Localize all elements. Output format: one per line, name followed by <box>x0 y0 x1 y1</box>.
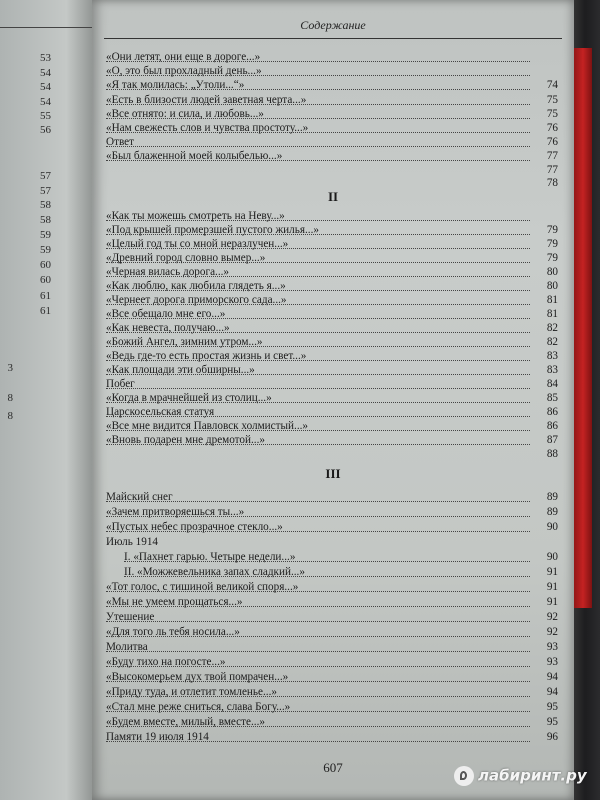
watermark <box>454 766 594 790</box>
toc-page-number: 77 <box>546 164 558 176</box>
facing-page-number: 60 <box>40 274 51 286</box>
toc-entry: «Нам свежесть слов и чувства простоту...» 76 <box>106 122 558 134</box>
toc-entry-sub: I. «Пахнет гарью. Четыре недели...» 90 <box>124 551 558 563</box>
facing-page-number: 61 <box>40 290 51 302</box>
toc-entry: «Вновь подарен мне дремотой...» 87 <box>106 434 558 446</box>
toc-entry: «Стал мне реже сниться, слава Богу...» 95 <box>106 701 558 713</box>
toc-entry: «Зачем притворяешься ты...» 89 <box>106 506 558 518</box>
toc-entry: «Как ты можешь смотреть на Неву...» <box>106 209 558 223</box>
contents-page <box>92 0 574 800</box>
facing-page-number: 3 <box>7 362 13 374</box>
header-rule <box>104 38 562 39</box>
toc-entry: Майский снег 89 <box>106 491 558 503</box>
section-heading-2: II <box>327 189 339 204</box>
facing-page-number: 54 <box>40 81 51 93</box>
toc-entry: Побег 84 <box>106 378 558 390</box>
toc-entry: «Есть в близости людей заветная черта...» 75 <box>106 94 558 106</box>
toc-entry: «Высокомерьем дух твой помрачен...» 94 <box>106 671 558 683</box>
toc-entry: «Черная вилась дорога...» 80 <box>106 266 558 278</box>
toc-entry: «Как площади эти обширны...» 83 <box>106 364 558 376</box>
red-cover-edge <box>572 48 592 608</box>
toc-entry: «Божий Ангел, зимним утром...» 82 <box>106 336 558 348</box>
toc-entry: «Все отнято: и сила, и любовь...» 75 <box>106 108 558 120</box>
toc-entry: «Они летят, они еще в дороге...» <box>106 50 558 64</box>
toc-entry: «Ведь где-то есть простая жизнь и свет...» 83 <box>106 350 558 362</box>
toc-entry: «Под крышей промерзшей пустого жилья...» 79 <box>106 224 558 236</box>
facing-page <box>0 0 95 800</box>
toc-entry: «Когда в мрачнейшей из столиц...» 85 <box>106 392 558 404</box>
toc-entry: Царскосельская статуя 86 <box>106 406 558 418</box>
toc-entry: «Древний город словно вымер...» 79 <box>106 252 558 264</box>
labirint-logo-icon <box>454 766 474 786</box>
facing-page-number: 60 <box>40 259 51 271</box>
toc-entry: «Буду тихо на погосте...» 93 <box>106 656 558 668</box>
facing-page-number: 57 <box>40 170 51 182</box>
toc-entry: «Был блаженной моей колыбелью...» 77 <box>106 150 558 162</box>
facing-page-number: 58 <box>40 199 51 211</box>
facing-page-rule <box>0 27 95 28</box>
toc-entry: Ответ 76 <box>106 136 558 148</box>
facing-page-number: 53 <box>40 52 51 64</box>
toc-entry: «Как невеста, получаю...» 82 <box>106 322 558 334</box>
facing-page-number: 57 <box>40 185 51 197</box>
facing-page-number: 59 <box>40 229 51 241</box>
facing-page-number: 8 <box>7 392 13 404</box>
toc-entry: Памяти 19 июля 1914 96 <box>106 731 558 743</box>
toc-page-number: 88 <box>546 448 558 460</box>
toc-entry: «Приду туда, и отлетит томленье...» 94 <box>106 686 558 698</box>
toc-entry: Июль 1914 <box>106 536 159 548</box>
facing-page-number: 54 <box>40 67 51 79</box>
facing-page-number: 58 <box>40 214 51 226</box>
toc-entry: «О, это был прохладный день...» <box>106 64 558 78</box>
toc-entry: «Я так молилась: „Утоли...“» 74 <box>106 79 558 91</box>
toc-entry: «Мы не умеем прощаться...» 91 <box>106 596 558 608</box>
facing-page-number: 56 <box>40 124 51 136</box>
toc-entry: «Пустых небес прозрачное стекло...» 90 <box>106 521 558 533</box>
facing-page-number: 54 <box>40 96 51 108</box>
toc-entry: Молитва 93 <box>106 641 558 653</box>
watermark-text: лабиринт.ру <box>478 766 587 785</box>
facing-page-number: 61 <box>40 305 51 317</box>
toc-entry: «Будем вместе, милый, вместе...» 95 <box>106 716 558 728</box>
toc-entry: «Все мне видится Павловск холмистый...» 86 <box>106 420 558 432</box>
page-number: 607 <box>323 760 343 775</box>
toc-entry: «Тот голос, с тишиной великой споря...» 91 <box>106 581 558 593</box>
toc-entry-sub: II. «Можжевельника запах сладкий...» 91 <box>124 566 558 578</box>
toc-page-number: 78 <box>546 177 558 189</box>
facing-page-number: 8 <box>7 410 13 422</box>
facing-page-number: 59 <box>40 244 51 256</box>
toc-entry: Утешение 92 <box>106 611 558 623</box>
section-heading-3: III <box>325 466 341 481</box>
toc-entry: «Все обещало мне его...» 81 <box>106 308 558 320</box>
facing-page-number: 55 <box>40 110 51 122</box>
toc-entry: «Чернеет дорога приморского сада...» 81 <box>106 294 558 306</box>
toc-entry: «Как люблю, как любила глядеть я...» 80 <box>106 280 558 292</box>
toc-entry: «Целый год ты со мной неразлучен...» 79 <box>106 238 558 250</box>
toc-entry: «Для того ль тебя носила...» 92 <box>106 626 558 638</box>
running-head: Содержание <box>300 18 366 32</box>
